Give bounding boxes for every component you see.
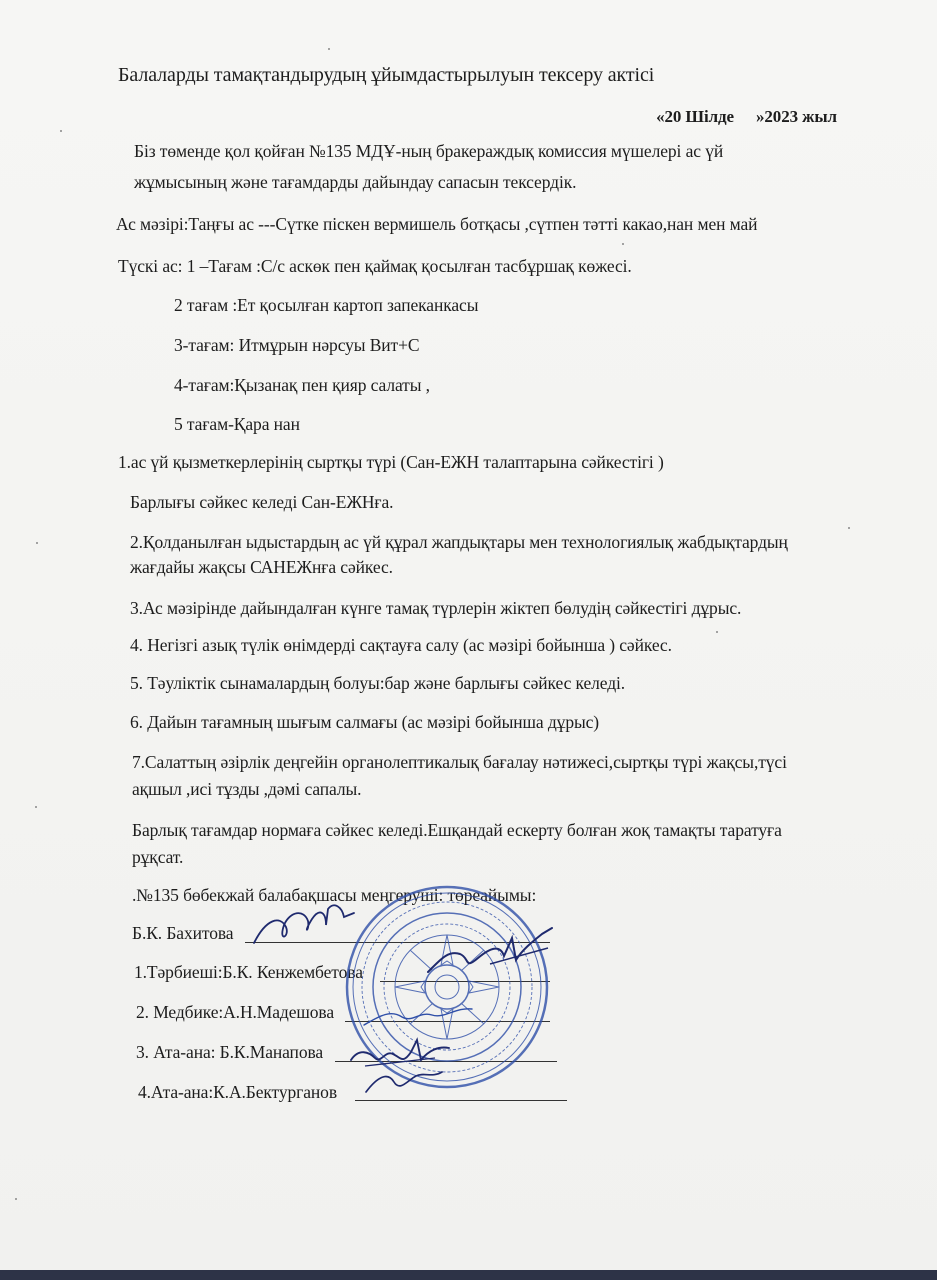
item-4: 4. Негізгі азық түлік өнімдерді сақтауға салу (ас мәзірі бойынша ) сәйкес. xyxy=(130,635,672,655)
menu-lunch-3: 3-тағам: Итмұрын нәрсуы Вит+С xyxy=(174,335,420,355)
scan-speck xyxy=(848,527,850,529)
intro-line-2: жұмысының және тағамдарды дайындау сапасын тексердік. xyxy=(134,172,577,192)
item-5: 5. Тәуліктік сынамалардың болуы:бар және барлығы сәйкес келеді. xyxy=(130,673,626,693)
conclusion-line-1: Барлық тағамдар нормаға сәйкес келеді.Ешқандай ескерту болған жоқ тамақты таратуға xyxy=(132,820,782,840)
item-3: 3.Ас мәзірінде дайындалған күнге тамақ түрлерін жіктеп бөлудің сәйкестігі дұрыс. xyxy=(130,598,742,618)
scan-speck xyxy=(60,130,62,132)
item-1-answer: Барлығы сәйкес келеді Сан-ЕЖНға. xyxy=(130,492,394,512)
head-signature-scribble xyxy=(250,895,360,955)
document-date xyxy=(656,107,837,127)
scan-speck xyxy=(716,631,718,633)
sign-4-name: 4.Ата-ана:К.А.Бектурганов xyxy=(138,1082,337,1102)
menu-breakfast: Ас мәзірі:Таңғы ас ---Сүтке піскен вермишель ботқасы ,сүтпен тәтті какао,нан мен май xyxy=(116,214,758,234)
date-year: »2023 жыл xyxy=(756,107,837,126)
scan-speck xyxy=(35,806,37,808)
item-2-line-2: жағдайы жақсы САНЕЖнға сәйкес. xyxy=(130,557,393,577)
date-day: «20 Шілде xyxy=(656,107,734,126)
signature-2-scribble xyxy=(360,995,480,1035)
sign-3-name: 3. Ата-ана: Б.К.Манапова xyxy=(136,1042,324,1062)
menu-lunch-5: 5 тағам-Қара нан xyxy=(174,414,300,434)
scan-speck xyxy=(36,542,38,544)
item-6: 6. Дайын тағамның шығым салмағы (ас мәзірі бойынша дұрыс) xyxy=(130,712,600,732)
item-1: 1.ас үй қызметкерлерінің сыртқы түрі (Сан-ЕЖН талаптарына сәйкестігі ) xyxy=(118,452,664,472)
sign-head-name: Б.К. Бахитова xyxy=(132,923,234,943)
signature-1-scribble xyxy=(420,920,560,990)
item-7-line-1: 7.Салаттың әзірлік деңгейін органолептикалық бағалау нәтижесі,сыртқы түрі жақсы,түсі xyxy=(132,752,787,772)
scan-speck xyxy=(15,1198,17,1200)
sign-2-name: 2. Медбике:А.Н.Мадешова xyxy=(136,1002,334,1022)
item-7-line-2: ақшыл ,исі тұзды ,дәмі сапалы. xyxy=(132,779,362,799)
menu-lunch-4: 4-тағам:Қызанақ пен қияр салаты , xyxy=(174,375,430,395)
conclusion-line-2: рұқсат. xyxy=(132,847,184,867)
scan-speck xyxy=(622,243,624,245)
sign-1-name: 1.Тәрбиеші:Б.К. Кенжембетова xyxy=(134,962,363,982)
scan-bottom-edge xyxy=(0,1270,937,1280)
scan-speck xyxy=(328,48,330,50)
menu-lunch-1: Түскі ас: 1 –Тағам :С/с аскөк пен қаймақ қосылған тасбұршақ көжесі. xyxy=(118,256,632,276)
signature-4-scribble xyxy=(360,1062,450,1102)
document-title: Балаларды тамақтандырудың ұйымдастырылуын тексеру актісі xyxy=(118,64,655,86)
item-2-line-1: 2.Қолданылған ыдыстардың ас үй құрал жапдықтары мен технологиялық жабдықтардың xyxy=(130,532,788,552)
intro-line-1: Біз төменде қол қойған №135 МДҰ-ның бракераждық комиссия мүшелері ас үй xyxy=(134,141,724,161)
head-title-line: .№135 бөбекжай балабақшасы меңгеруші: төреайымы: xyxy=(132,885,537,905)
menu-lunch-2: 2 тағам :Ет қосылған картоп запеканкасы xyxy=(174,295,479,315)
